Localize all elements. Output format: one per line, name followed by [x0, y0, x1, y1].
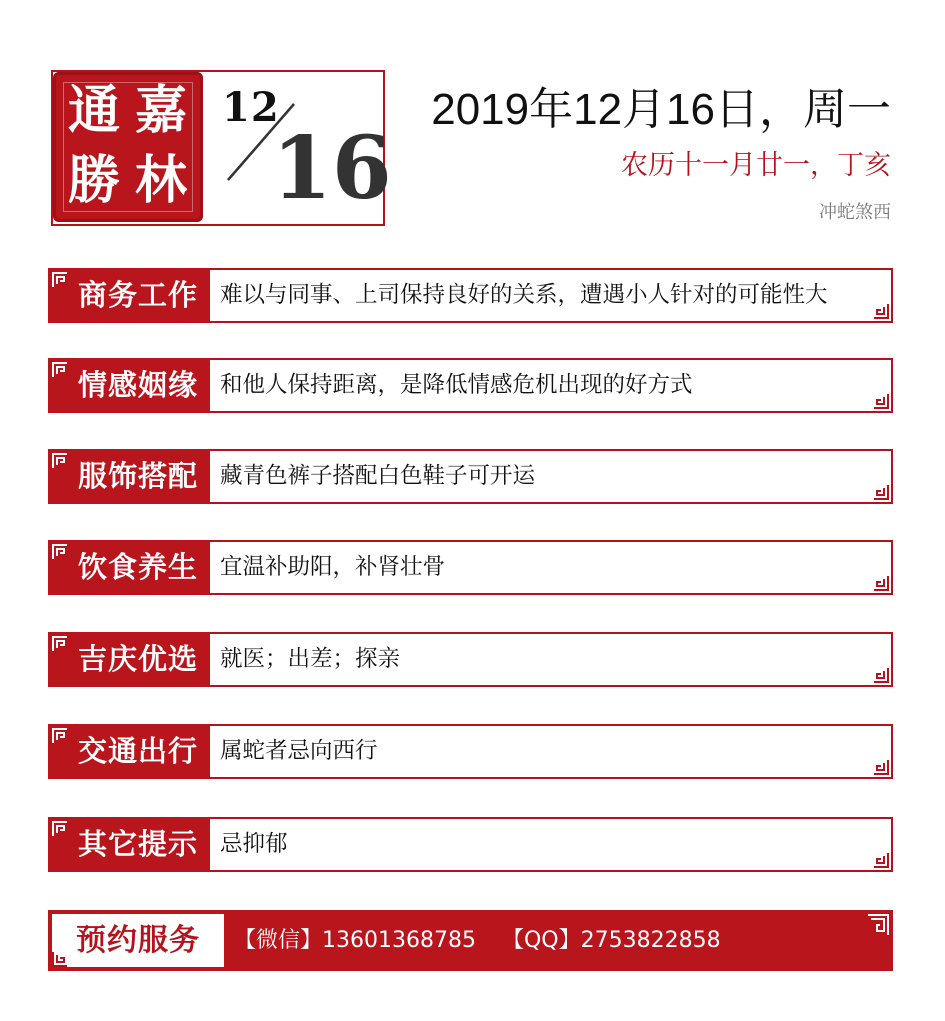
row-text: 宜温补助阳，补肾壮骨 — [220, 554, 446, 580]
gregorian-date: 2019年12月16日，周一 — [431, 85, 891, 134]
row-text: 就医；出差；探亲 — [220, 646, 401, 672]
row-text: 藏青色裤子搭配白色鞋子可开运 — [220, 463, 536, 489]
fret-corner-icon — [867, 914, 889, 936]
qq-contact[interactable]: 【QQ】2753822858 — [501, 928, 721, 953]
clash-info: 冲蛇煞西 — [819, 202, 891, 223]
fret-corner-icon — [52, 544, 68, 560]
row-label: 商务工作 — [48, 268, 210, 323]
row-auspicious — [48, 632, 893, 687]
seal-char-1: 嘉 — [134, 80, 187, 141]
row-text: 难以与同事、上司保持良好的关系，遭遇小人针对的可能性大 — [220, 282, 828, 308]
row-diet — [48, 540, 893, 595]
row-romance — [48, 358, 893, 413]
row-other-tips — [48, 817, 893, 872]
wechat-contact[interactable]: 【微信】13601368785 — [234, 928, 476, 953]
seal-logo — [53, 72, 203, 222]
row-travel — [48, 724, 893, 779]
seal-char-4: 勝 — [67, 150, 120, 211]
date-badge-month: 12 — [222, 84, 280, 131]
date-badge-day: 16 — [272, 118, 392, 219]
row-text: 属蛇者忌向西行 — [220, 738, 378, 764]
fret-corner-icon — [52, 362, 68, 378]
fret-corner-icon — [52, 636, 68, 652]
row-business — [48, 268, 893, 323]
row-label: 服饰搭配 — [48, 449, 210, 504]
fret-corner-icon — [52, 728, 68, 744]
fret-corner-icon — [52, 821, 68, 837]
seal-char-3: 通 — [67, 80, 120, 141]
booking-footer — [48, 910, 893, 971]
contact-info — [234, 910, 874, 971]
lunar-date: 农历十一月廿一，丁亥 — [621, 150, 891, 181]
row-label: 吉庆优选 — [48, 632, 210, 687]
row-label: 情感姻缘 — [48, 358, 210, 413]
fret-corner-icon — [52, 272, 68, 288]
seal-char-2: 林 — [134, 150, 187, 211]
row-label: 其它提示 — [48, 817, 210, 872]
row-text: 和他人保持距离，是降低情感危机出现的好方式 — [220, 372, 693, 398]
row-label: 饮食养生 — [48, 540, 210, 595]
row-label: 交通出行 — [48, 724, 210, 779]
booking-label: 预约服务 — [52, 914, 224, 967]
fret-corner-icon — [52, 951, 68, 967]
row-text: 忌抑郁 — [220, 831, 288, 857]
fret-corner-icon — [52, 453, 68, 469]
row-outfit — [48, 449, 893, 504]
